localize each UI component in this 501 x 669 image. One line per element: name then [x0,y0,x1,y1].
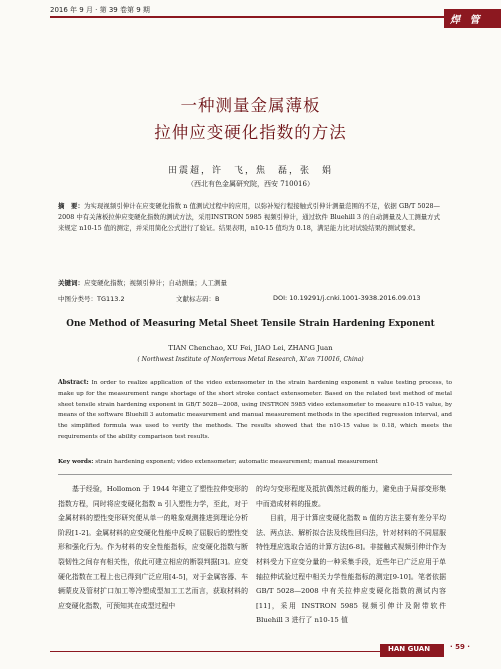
english-abstract-label: Abstract: [58,379,89,386]
keywords-cn-text: 应变硬化指数；视频引伸计；自动测量；人工测量 [84,279,227,287]
abstract-cn-text: 为实现视频引伸计在应变硬化指数 n 值测试过程中的应用，以弥补短行程接触式引伸计测量范围的不足，依据 GB/T 5028—2008 中有关薄板拉伸应变硬化指数的测试方法，采用INSTRON 5985 视频引伸计，通过软件 Bluehill 3 的自动测量及人工测量方式来规定 n10-15 值的测定，并采用简化公式进行了验证。结果表明，n10-15 值均为 0.18，满足能力比对试验结果的测试要求。 [58,202,441,232]
title-line-1: 一种测量金属薄板 [180,96,321,115]
english-abstract-text: In order to realize application of the video extensometer in the strain hardening exponent n value testing process, to make up for the measurement range shortage of the short stroke contact extensometer. Based on the related test method of metal sheet tensile strain hardening exponent in GB/T 5028—2008, using INSTRON 5985 video extensometer to measure n10-15 value, by means of the software Bluehill 3 automatic measurement and manual measurement methods in the specified regression interval, and the simplified formula was used to verify the methods. The results showed that the n10-15 value is 0.18, which meets the requirements of the ability comparison test results. [58,380,452,440]
clc-number: 中图分类号：TG113.2 [58,295,125,303]
body-column-right: 的均匀变形程度及抵抗偶然过载的能力，避免由于局部变形集中而造成材料的报废。 目前，用于计算应变硬化指数 n 值的方法主要有差分平均法、两点法、解析拟合法及线性回归法，针对材料的不同屈服特性理应选取合适的计算方法[6-8]。非接触式视频引伸计作为材料受力下应变分量的一种采集手段，近些年已广泛应用于单轴拉伸试验过程中相关力学性能指标的测定[9-10]。笔者依据 GB/T 5028—2008 中有关拉伸应变硬化指数的测试内容[11]，采用 INSTRON 5985 视频引伸计及附带软件 Bluehill 3 进行了 n10-15 值 [256,485,446,625]
doi: DOI: 10.19291/j.cnki.1001-3938.2016.09.013 [273,294,421,302]
english-abstract [58,378,452,443]
page-number: · 59 · [450,643,470,651]
journal-tab [444,9,501,28]
journal-name: 焊 管 [450,15,483,26]
authors: 田震超，许 飞，焦 磊，张 娟 [167,166,333,176]
header-rule [50,16,444,18]
body-column-left: 基于经验，Hollomon 于 1944 年建立了塑性拉伸变形的指数方程，同时将应变硬化指数 n 引入塑性力学，至此，对于金属材料的塑性变形研究便从单一的唯象观测推进到理论分析阶段[1-2]。金属材料的应变硬化性能中反映了屈服后的塑性变形和强化行为。作为材料的安全性能指标，应变硬化指数与断裂韧性之间存有相关性，依此可建立相应的断裂判据[3]。应变硬化指数在工程上也已得到广泛应用[4-5]，对于金属容器、车辆蒙皮及管材扩口加工等冷塑成型加工工艺而言，获取材料的应变硬化指数，可预知其在成型过程中 [58,485,248,610]
affiliation: （西北有色金属研究院，西安 710016） [187,180,314,188]
english-affiliation: ( Northwest Institute of Nonferrous Metal Research, Xi'an 710016, China) [137,356,364,363]
document-code: 文献标志码：B [176,295,220,303]
footer-tab [380,644,444,657]
english-keywords-label: Key words: [58,459,94,465]
keywords-cn-label: 关键词： [58,279,84,287]
english-keywords-text: strain hardening exponent; video extensometer; automatic measurement; manual measurement [95,459,378,465]
english-authors: TIAN Chenchao, XU Fei, JIAO Lei, ZHANG Juan [168,344,333,352]
issue-info: 2016 年 9 月 · 第 39 卷第 9 期 [50,6,150,14]
title-line-2: 拉伸应变硬化指数的方法 [154,123,347,142]
abstract-cn-label: 摘 要： [58,202,84,210]
english-title: One Method of Measuring Metal Sheet Tensile Strain Hardening Exponent [66,319,435,329]
abstract-cn [58,201,440,234]
english-keywords [58,459,452,465]
keywords-cn [58,278,440,287]
section-divider [58,474,452,475]
footer-journal: HAN GUAN [388,645,431,653]
